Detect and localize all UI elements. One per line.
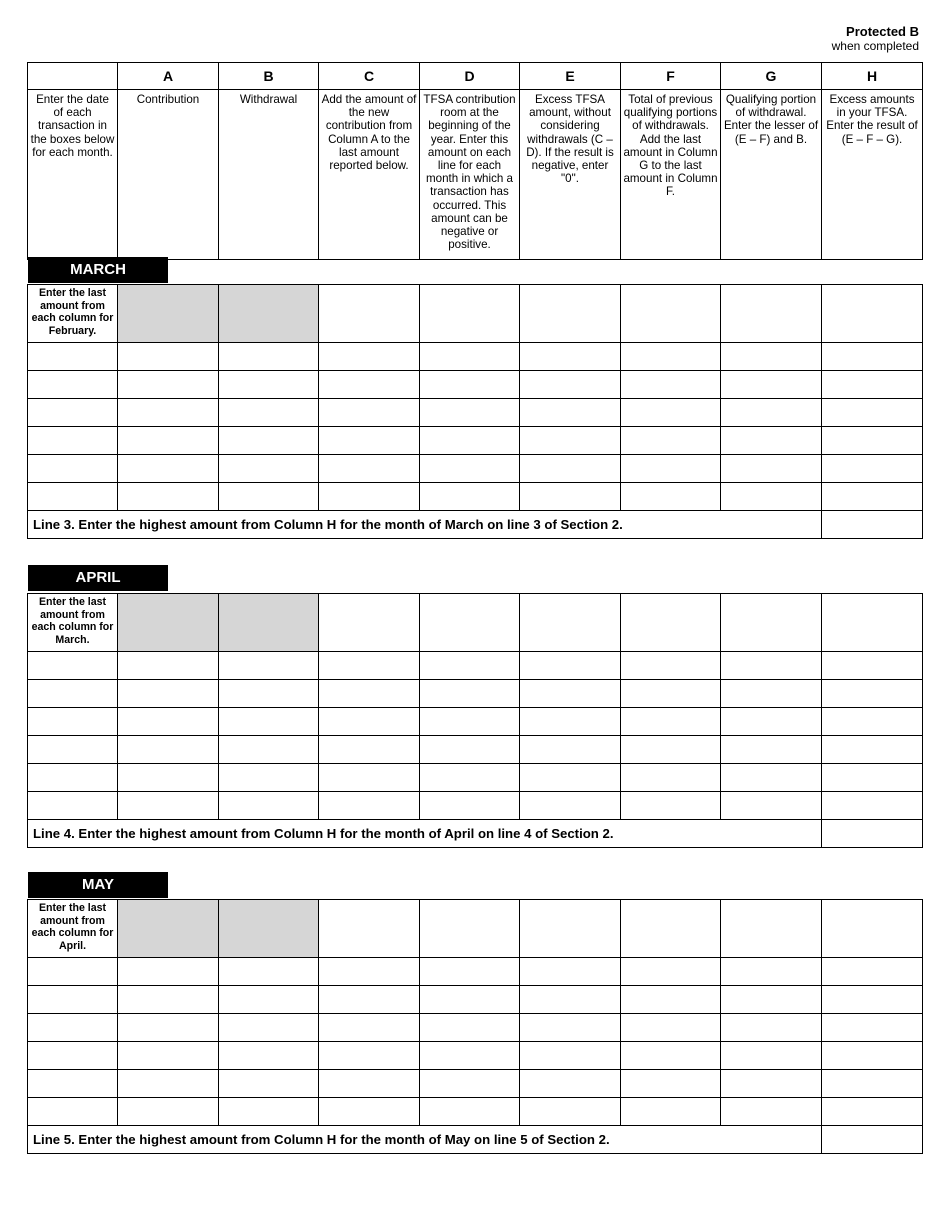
entry-cell-f[interactable]: [621, 900, 721, 958]
entry-cell-d[interactable]: [420, 343, 520, 371]
entry-cell-b[interactable]: [219, 680, 319, 708]
entry-cell-f[interactable]: [621, 736, 721, 764]
column-letter-b: B: [219, 63, 319, 90]
transaction-row: [28, 399, 923, 427]
entry-cell-h[interactable]: [822, 1014, 923, 1042]
entry-cell-f[interactable]: [621, 1098, 721, 1126]
entry-cell-a[interactable]: [118, 1014, 219, 1042]
shaded-cell-a: [118, 594, 219, 652]
transaction-row: [28, 680, 923, 708]
entry-cell-f[interactable]: [621, 399, 721, 427]
entry-cell-e[interactable]: [520, 900, 621, 958]
entry-cell-h[interactable]: [822, 399, 923, 427]
entry-cell-b[interactable]: [219, 1014, 319, 1042]
column-letter-a: A: [118, 63, 219, 90]
entry-cell-b[interactable]: [219, 764, 319, 792]
entry-cell-b[interactable]: [219, 736, 319, 764]
entry-cell-e[interactable]: [520, 1042, 621, 1070]
column-d-description: TFSA contribution room at the beginning of the year. Enter this amount on each line for each month in which a transaction has occurred. This amount can be negative or positive.: [420, 90, 520, 260]
transaction-row: [28, 1070, 923, 1098]
entry-cell-c[interactable]: [319, 736, 420, 764]
entry-cell-b[interactable]: [219, 1070, 319, 1098]
entry-cell-f[interactable]: [621, 1070, 721, 1098]
line-amount-field[interactable]: [822, 820, 923, 848]
line-instruction: Line 4. Enter the highest amount from Column H for the month of April on line 4 of Section 2.: [28, 820, 822, 848]
line-instruction-row: [28, 511, 923, 539]
entry-cell-g[interactable]: [721, 483, 822, 511]
entry-cell-c[interactable]: [319, 343, 420, 371]
entry-cell-e[interactable]: [520, 285, 621, 343]
entry-cell-f[interactable]: [621, 680, 721, 708]
line-instruction-row: [28, 1126, 923, 1154]
entry-cell-a[interactable]: [118, 399, 219, 427]
column-letter-e: E: [520, 63, 621, 90]
date-entry-cell[interactable]: [28, 399, 118, 427]
entry-cell-d[interactable]: [420, 680, 520, 708]
column-g-description: Qualifying portion of withdrawal. Enter the lesser of (E – F) and B.: [721, 90, 822, 260]
entry-cell-d[interactable]: [420, 986, 520, 1014]
entry-cell-g[interactable]: [721, 708, 822, 736]
entry-cell-h[interactable]: [822, 483, 923, 511]
entry-cell-d[interactable]: [420, 483, 520, 511]
entry-cell-g[interactable]: [721, 285, 822, 343]
column-letter-d: D: [420, 63, 520, 90]
entry-cell-b[interactable]: [219, 708, 319, 736]
date-entry-cell[interactable]: [28, 986, 118, 1014]
entry-cell-a[interactable]: [118, 455, 219, 483]
line-instruction: Line 3. Enter the highest amount from Column H for the month of March on line 3 of Section 2.: [28, 511, 822, 539]
entry-cell-a[interactable]: [118, 986, 219, 1014]
entry-cell-c[interactable]: [319, 986, 420, 1014]
entry-cell-g[interactable]: [721, 427, 822, 455]
entry-cell-b[interactable]: [219, 1098, 319, 1126]
entry-cell-a[interactable]: [118, 343, 219, 371]
entry-cell-d[interactable]: [420, 1014, 520, 1042]
entry-cell-e[interactable]: [520, 1014, 621, 1042]
entry-cell-d[interactable]: [420, 427, 520, 455]
entry-cell-h[interactable]: [822, 792, 923, 820]
entry-cell-c[interactable]: [319, 652, 420, 680]
column-letter-blank: [28, 63, 118, 90]
entry-cell-f[interactable]: [621, 986, 721, 1014]
column-a-description: Contribution: [118, 90, 219, 260]
entry-cell-e[interactable]: [520, 986, 621, 1014]
column-f-description: Total of previous qualifying portions of withdrawals. Add the last amount in Column G to the last amount in Column F.: [621, 90, 721, 260]
entry-cell-h[interactable]: [822, 764, 923, 792]
entry-cell-h[interactable]: [822, 594, 923, 652]
entry-cell-d[interactable]: [420, 792, 520, 820]
transaction-row: [28, 343, 923, 371]
entry-cell-e[interactable]: [520, 680, 621, 708]
line-instruction: Line 5. Enter the highest amount from Column H for the month of May on line 5 of Section 2.: [28, 1126, 822, 1154]
entry-cell-c[interactable]: [319, 680, 420, 708]
entry-cell-b[interactable]: [219, 399, 319, 427]
previous-month-row: [28, 285, 923, 343]
entry-cell-c[interactable]: [319, 708, 420, 736]
entry-cell-e[interactable]: [520, 1098, 621, 1126]
entry-cell-a[interactable]: [118, 958, 219, 986]
entry-cell-e[interactable]: [520, 792, 621, 820]
entry-cell-h[interactable]: [822, 371, 923, 399]
entry-cell-e[interactable]: [520, 764, 621, 792]
entry-cell-a[interactable]: [118, 371, 219, 399]
entry-cell-e[interactable]: [520, 1070, 621, 1098]
entry-cell-f[interactable]: [621, 371, 721, 399]
entry-cell-b[interactable]: [219, 1042, 319, 1070]
entry-cell-c[interactable]: [319, 1070, 420, 1098]
entry-cell-a[interactable]: [118, 680, 219, 708]
entry-cell-h[interactable]: [822, 652, 923, 680]
entry-cell-g[interactable]: [721, 764, 822, 792]
entry-cell-c[interactable]: [319, 427, 420, 455]
entry-cell-d[interactable]: [420, 1042, 520, 1070]
date-entry-cell[interactable]: [28, 764, 118, 792]
transaction-row: [28, 792, 923, 820]
entry-cell-g[interactable]: [721, 1042, 822, 1070]
shaded-cell-b: [219, 900, 319, 958]
entry-cell-d[interactable]: [420, 958, 520, 986]
protected-subtitle: when completed: [831, 39, 919, 53]
date-entry-cell[interactable]: [28, 958, 118, 986]
shaded-cell-a: [118, 285, 219, 343]
entry-cell-c[interactable]: [319, 399, 420, 427]
column-letter-g: G: [721, 63, 822, 90]
entry-cell-h[interactable]: [822, 986, 923, 1014]
transaction-row: [28, 455, 923, 483]
entry-cell-d[interactable]: [420, 594, 520, 652]
previous-month-label: Enter the last amount from each column for April.: [28, 900, 118, 958]
entry-cell-h[interactable]: [822, 708, 923, 736]
shaded-cell-b: [219, 594, 319, 652]
entry-cell-f[interactable]: [621, 792, 721, 820]
entry-cell-d[interactable]: [420, 285, 520, 343]
entry-cell-c[interactable]: [319, 594, 420, 652]
entry-cell-g[interactable]: [721, 986, 822, 1014]
entry-cell-g[interactable]: [721, 900, 822, 958]
column-letter-row: [28, 63, 923, 90]
entry-cell-e[interactable]: [520, 736, 621, 764]
date-column-description: Enter the date of each transaction in the boxes below for each month.: [28, 90, 118, 260]
transaction-row: [28, 652, 923, 680]
entry-cell-g[interactable]: [721, 1014, 822, 1042]
date-entry-cell[interactable]: [28, 652, 118, 680]
entry-cell-d[interactable]: [420, 900, 520, 958]
entry-cell-f[interactable]: [621, 1014, 721, 1042]
entry-cell-h[interactable]: [822, 427, 923, 455]
entry-cell-h[interactable]: [822, 958, 923, 986]
entry-cell-d[interactable]: [420, 652, 520, 680]
entry-cell-d[interactable]: [420, 736, 520, 764]
transaction-row: [28, 483, 923, 511]
date-entry-cell[interactable]: [28, 427, 118, 455]
line-amount-field[interactable]: [822, 1126, 923, 1154]
entry-cell-e[interactable]: [520, 483, 621, 511]
entry-cell-e[interactable]: [520, 652, 621, 680]
entry-cell-f[interactable]: [621, 652, 721, 680]
entry-cell-c[interactable]: [319, 958, 420, 986]
entry-cell-g[interactable]: [721, 958, 822, 986]
entry-cell-g[interactable]: [721, 455, 822, 483]
column-letter-f: F: [621, 63, 721, 90]
entry-cell-d[interactable]: [420, 399, 520, 427]
date-entry-cell[interactable]: [28, 455, 118, 483]
date-entry-cell[interactable]: [28, 1098, 118, 1126]
date-entry-cell[interactable]: [28, 1014, 118, 1042]
entry-cell-g[interactable]: [721, 399, 822, 427]
previous-month-label: Enter the last amount from each column for February.: [28, 285, 118, 343]
entry-cell-f[interactable]: [621, 343, 721, 371]
column-h-description: Excess amounts in your TFSA. Enter the result of (E – F – G).: [822, 90, 923, 260]
entry-cell-a[interactable]: [118, 652, 219, 680]
line-instruction-row: [28, 820, 923, 848]
entry-cell-a[interactable]: [118, 792, 219, 820]
entry-cell-b[interactable]: [219, 483, 319, 511]
month-banner-may: MAY: [28, 872, 168, 898]
date-entry-cell[interactable]: [28, 483, 118, 511]
column-b-description: Withdrawal: [219, 90, 319, 260]
entry-cell-e[interactable]: [520, 594, 621, 652]
month-banner-april: APRIL: [28, 565, 168, 591]
entry-cell-a[interactable]: [118, 1042, 219, 1070]
date-entry-cell[interactable]: [28, 343, 118, 371]
entry-cell-b[interactable]: [219, 652, 319, 680]
entry-cell-c[interactable]: [319, 764, 420, 792]
entry-cell-e[interactable]: [520, 371, 621, 399]
entry-cell-a[interactable]: [118, 483, 219, 511]
entry-cell-f[interactable]: [621, 1042, 721, 1070]
shaded-cell-a: [118, 900, 219, 958]
entry-cell-a[interactable]: [118, 1070, 219, 1098]
entry-cell-f[interactable]: [621, 708, 721, 736]
entry-cell-g[interactable]: [721, 652, 822, 680]
entry-cell-f[interactable]: [621, 427, 721, 455]
entry-cell-b[interactable]: [219, 986, 319, 1014]
entry-cell-d[interactable]: [420, 1098, 520, 1126]
entry-cell-h[interactable]: [822, 285, 923, 343]
transaction-row: [28, 986, 923, 1014]
entry-cell-e[interactable]: [520, 958, 621, 986]
date-entry-cell[interactable]: [28, 680, 118, 708]
entry-cell-h[interactable]: [822, 1070, 923, 1098]
entry-cell-d[interactable]: [420, 455, 520, 483]
entry-cell-a[interactable]: [118, 764, 219, 792]
column-letter-h: H: [822, 63, 923, 90]
previous-month-label: Enter the last amount from each column for March.: [28, 594, 118, 652]
entry-cell-f[interactable]: [621, 455, 721, 483]
previous-month-row: [28, 900, 923, 958]
column-e-description: Excess TFSA amount, without considering withdrawals (C – D). If the result is negative, enter "0".: [520, 90, 621, 260]
transaction-row: [28, 736, 923, 764]
date-entry-cell[interactable]: [28, 1042, 118, 1070]
entry-cell-f[interactable]: [621, 958, 721, 986]
entry-cell-b[interactable]: [219, 343, 319, 371]
date-entry-cell[interactable]: [28, 708, 118, 736]
transaction-row: [28, 958, 923, 986]
column-description-row: [28, 90, 923, 260]
entry-cell-c[interactable]: [319, 1014, 420, 1042]
entry-cell-h[interactable]: [822, 1098, 923, 1126]
entry-cell-b[interactable]: [219, 792, 319, 820]
entry-cell-g[interactable]: [721, 594, 822, 652]
entry-cell-c[interactable]: [319, 483, 420, 511]
entry-cell-b[interactable]: [219, 371, 319, 399]
month-table-april: [27, 593, 923, 848]
transaction-row: [28, 764, 923, 792]
transaction-row: [28, 708, 923, 736]
entry-cell-g[interactable]: [721, 680, 822, 708]
protected-title: Protected B: [846, 24, 919, 39]
entry-cell-c[interactable]: [319, 1098, 420, 1126]
line-amount-field[interactable]: [822, 511, 923, 539]
entry-cell-f[interactable]: [621, 285, 721, 343]
entry-cell-d[interactable]: [420, 1070, 520, 1098]
date-entry-cell[interactable]: [28, 736, 118, 764]
entry-cell-d[interactable]: [420, 708, 520, 736]
entry-cell-a[interactable]: [118, 708, 219, 736]
entry-cell-d[interactable]: [420, 371, 520, 399]
entry-cell-a[interactable]: [118, 427, 219, 455]
entry-cell-g[interactable]: [721, 343, 822, 371]
entry-cell-c[interactable]: [319, 371, 420, 399]
entry-cell-c[interactable]: [319, 455, 420, 483]
entry-cell-g[interactable]: [721, 736, 822, 764]
transaction-row: [28, 371, 923, 399]
entry-cell-e[interactable]: [520, 343, 621, 371]
entry-cell-a[interactable]: [118, 736, 219, 764]
entry-cell-h[interactable]: [822, 900, 923, 958]
previous-month-row: [28, 594, 923, 652]
month-table-march: [27, 284, 923, 539]
entry-cell-f[interactable]: [621, 483, 721, 511]
entry-cell-b[interactable]: [219, 958, 319, 986]
entry-cell-c[interactable]: [319, 1042, 420, 1070]
entry-cell-c[interactable]: [319, 792, 420, 820]
entry-cell-b[interactable]: [219, 427, 319, 455]
entry-cell-h[interactable]: [822, 736, 923, 764]
column-header-table: [27, 62, 923, 260]
shaded-cell-b: [219, 285, 319, 343]
entry-cell-g[interactable]: [721, 371, 822, 399]
entry-cell-e[interactable]: [520, 708, 621, 736]
entry-cell-g[interactable]: [721, 1098, 822, 1126]
transaction-row: [28, 1042, 923, 1070]
date-entry-cell[interactable]: [28, 1070, 118, 1098]
entry-cell-e[interactable]: [520, 427, 621, 455]
transaction-row: [28, 1098, 923, 1126]
date-entry-cell[interactable]: [28, 371, 118, 399]
transaction-row: [28, 1014, 923, 1042]
entry-cell-h[interactable]: [822, 343, 923, 371]
entry-cell-c[interactable]: [319, 900, 420, 958]
entry-cell-d[interactable]: [420, 764, 520, 792]
entry-cell-a[interactable]: [118, 1098, 219, 1126]
entry-cell-g[interactable]: [721, 792, 822, 820]
entry-cell-h[interactable]: [822, 680, 923, 708]
entry-cell-b[interactable]: [219, 455, 319, 483]
column-letter-c: C: [319, 63, 420, 90]
protected-b-notice: [832, 24, 919, 54]
entry-cell-f[interactable]: [621, 594, 721, 652]
column-c-description: Add the amount of the new contribution from Column A to the last amount reported below.: [319, 90, 420, 260]
entry-cell-g[interactable]: [721, 1070, 822, 1098]
transaction-row: [28, 427, 923, 455]
entry-cell-h[interactable]: [822, 1042, 923, 1070]
month-banner-march: MARCH: [28, 257, 168, 283]
entry-cell-f[interactable]: [621, 764, 721, 792]
entry-cell-e[interactable]: [520, 399, 621, 427]
entry-cell-h[interactable]: [822, 455, 923, 483]
entry-cell-c[interactable]: [319, 285, 420, 343]
date-entry-cell[interactable]: [28, 792, 118, 820]
month-table-may: [27, 899, 923, 1154]
entry-cell-e[interactable]: [520, 455, 621, 483]
